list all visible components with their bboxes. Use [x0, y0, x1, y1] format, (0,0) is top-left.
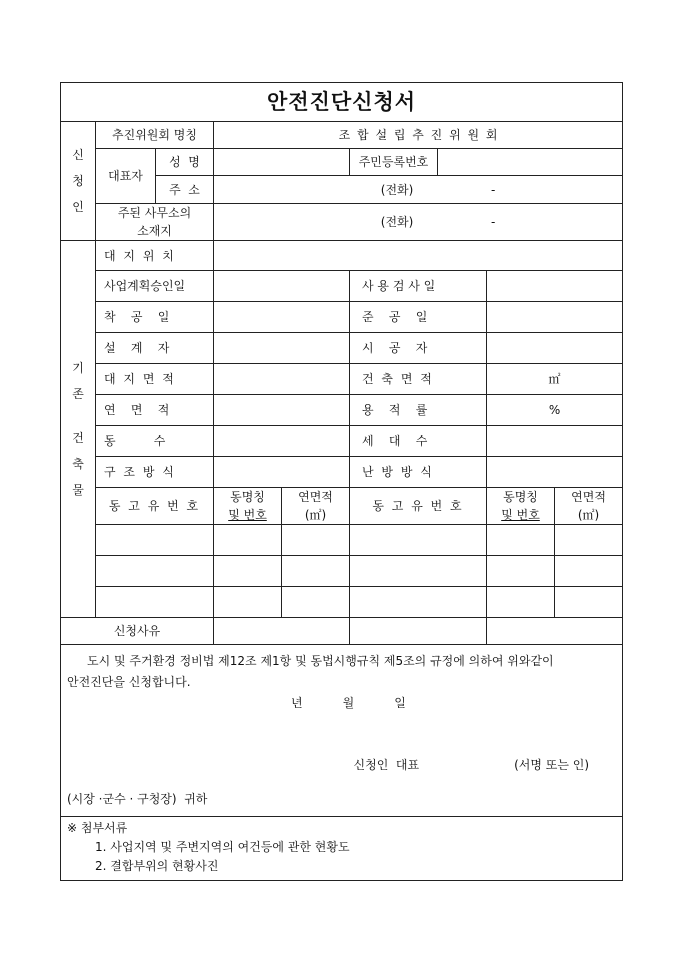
name-field[interactable] [214, 149, 350, 176]
name-label: 성 명 [156, 149, 214, 176]
attachments-block [61, 817, 623, 881]
row-label: 구 조 방 식 [96, 457, 214, 488]
row-field[interactable] [487, 333, 623, 364]
attachment-item: 2. 결합부위의 현황사진 [95, 859, 219, 873]
row-label: 착 공 일 [96, 302, 214, 333]
safety-diagnosis-form [60, 82, 623, 881]
row-label: 설 계 자 [96, 333, 214, 364]
phone-dash: - [490, 182, 496, 197]
month-label: 월 [342, 696, 355, 710]
committee-name-label: 추진위원회 명칭 [96, 122, 214, 149]
attachments-header: ※ 첨부서류 [67, 821, 128, 835]
attachment-item: 1. 사업지역 및 주변지역의 여건등에 관한 현황도 [95, 840, 350, 854]
row-field[interactable] [214, 395, 350, 426]
bldg-name-header: 동명칭 및 번호 [214, 488, 282, 525]
statement-block [61, 645, 623, 817]
day-label: 일 [394, 696, 406, 710]
row-label: 사업계획승인일 [96, 271, 214, 302]
site-location-field[interactable] [214, 241, 623, 271]
row-label: 대 지 면 적 [96, 364, 214, 395]
row-field[interactable] [487, 271, 623, 302]
reason-field[interactable] [487, 618, 623, 645]
office-label-1: 주된 사무소의 [117, 206, 192, 220]
row-field[interactable] [214, 333, 350, 364]
reason-field[interactable] [214, 618, 350, 645]
row-label: 연 면 적 [96, 395, 214, 426]
form-title: 안전진단신청서 [61, 83, 623, 122]
building-area-unit[interactable]: ㎡ [487, 364, 623, 395]
statement-text-1: 도시 및 주거환경 정비법 제12조 제1항 및 동법시행규칙 제5조의 규정에 의하여 위와같이 [87, 654, 554, 668]
existing-building-section-label: 기 존 건 축 물 [61, 241, 96, 618]
table-row [61, 556, 623, 587]
row-field[interactable] [214, 364, 350, 395]
signer-label: 신청인 대표 [353, 758, 420, 772]
row-field[interactable] [214, 271, 350, 302]
reason-field[interactable] [350, 618, 487, 645]
reason-label: 신청사유 [61, 618, 214, 645]
row-label: 난 방 방 식 [350, 457, 487, 488]
row-label: 시 공 자 [350, 333, 487, 364]
row-label: 세 대 수 [350, 426, 487, 457]
table-row [61, 525, 623, 556]
resident-no-label: 주민등록번호 [350, 149, 438, 176]
office-phone-label: (전화) [380, 215, 414, 229]
row-field[interactable] [487, 457, 623, 488]
row-field[interactable] [214, 457, 350, 488]
site-location-label: 대 지 위 치 [96, 241, 214, 271]
bldg-name-header: 동명칭 및 번호 [487, 488, 555, 525]
row-label: 건 축 면 적 [350, 364, 487, 395]
floor-area-header: 연면적 (㎡) [555, 488, 623, 525]
row-field[interactable] [214, 426, 350, 457]
unique-no-header: 동 고 유 번 호 [96, 488, 214, 525]
address-field[interactable] [214, 176, 623, 204]
applicant-section-label: 신 청 인 [61, 122, 96, 241]
row-field[interactable] [214, 302, 350, 333]
phone-label: (전화) [380, 182, 414, 197]
resident-no-field[interactable] [438, 149, 623, 176]
row-label: 용 적 률 [350, 395, 487, 426]
year-label: 년 [291, 696, 303, 710]
representative-label: 대표자 [96, 149, 156, 204]
table-row [61, 587, 623, 618]
office-address-field[interactable] [214, 204, 623, 241]
unique-no-header: 동 고 유 번 호 [350, 488, 487, 525]
statement-text-2: 안전진단을 신청합니다. [67, 675, 191, 689]
address-label: 주 소 [156, 176, 214, 204]
floor-area-header: 연면적 (㎡) [282, 488, 350, 525]
row-field[interactable] [487, 426, 623, 457]
floor-area-ratio-unit[interactable]: % [487, 395, 623, 426]
row-field[interactable] [487, 302, 623, 333]
committee-name-value[interactable]: 조 합 설 립 추 진 위 원 회 [214, 122, 623, 149]
sign-note: (서명 또는 인) [514, 758, 590, 772]
row-label: 사 용 검 사 일 [350, 271, 487, 302]
office-label-2: 소재지 [137, 224, 172, 238]
row-label: 준 공 일 [350, 302, 487, 333]
row-label: 동 수 [96, 426, 214, 457]
addressee: (시장 ·군수 · 구청장) 귀하 [67, 792, 208, 806]
office-phone-dash: - [490, 215, 496, 229]
